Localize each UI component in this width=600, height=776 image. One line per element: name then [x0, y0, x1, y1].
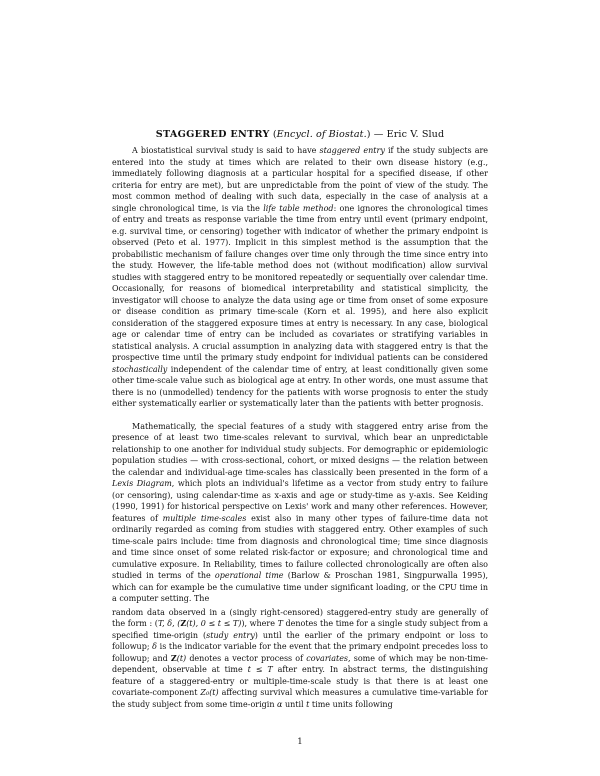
paragraph-2 [112, 421, 488, 605]
title-heading: STAGGERED ENTRY [155, 129, 270, 140]
p3-math-3: δ [152, 642, 157, 651]
p2-text-2: , which plots an individual's lifetime as a vector from study entry to failure (or censoring), using calendar-time as x-axis and age or study-time as y-axis. See Keiding (1990, 1991) for historical perspective on Lexis' work and many other references. However, features of [112, 479, 488, 523]
p3-text-9: affecting survival which measures a cumulative time-variable for the study subject from some time-origin [112, 688, 488, 709]
p1-emphasis-3: stochastically [112, 364, 168, 374]
p3-text-4: ) until the earlier of the primary endpoint or loss to followup; [112, 630, 488, 651]
p3-math-4-bold: Z [170, 652, 177, 663]
title-close-paren: ) [366, 129, 371, 140]
p3-math-7: α [277, 699, 283, 709]
p1-emphasis-2: life table method [263, 203, 334, 213]
p3-text-8: after entry. In abstract terms, the distinguishing feature of a staggered-entry or multiple-time-scale study is that there is at least one covariate-component [112, 665, 488, 697]
p3-text-5: is the indicator variable for the event that the primary endpoint precedes loss to followup; and [112, 642, 489, 663]
p3-math-5: t ≤ T [247, 665, 273, 674]
paragraph-1 [112, 145, 488, 410]
title-source: Encycl. of Biostat. [276, 129, 367, 140]
p3-math-1-bold: Z [180, 618, 187, 628]
p2-text-1: Mathematically, the special features of a study with staggered entry arise from the presence of at least two time-scales relevant to survival, which bear an unpredictable relationship to one another for individual study subjects. For demographic or epidemiologic population studies — with cross-sectional, cohort, or mixed designs — the relation between the calendar and individual-age time-scales has classically been presented in the form of a [112, 421, 488, 477]
p3-text-10: until [282, 699, 307, 709]
p3-math-4-rest: (t) [176, 653, 187, 663]
p3-math-6: Z₀(t) [200, 688, 219, 697]
p1-text-3: : one ignores the chronological times of entry and treats as response variable the time from entry until event (primary endpoint, e.g. survival time, or censoring) together with indicator of whether the primary endpoint is observed (Peto et al. 1977). Implicit in this simplest method is the assumption that the probabilistic mechanism of failure changes over time only through the time since entry into the study. However, the life-table method does not (without modification) allow survival studies with staggered entry to be monitored repeatedly or sequentially over calendar time. Occasionally, for reasons of biomedical interpretability and statistical simplicity, the investigator will choose to analyze the data using age or time from onset of some exposure or disease condition as primary time-scale (Korn et al. 1995), and here also explicit consideration of the staggered exposure times at entry is necessary. In any case, biological age or calendar time of entry can be included as covariates or stratifying variables in statistical analysis. A crucial assumption in analyzing data with staggered entry is that the prospective time until the primary study endpoint for individual patients can be considered [112, 203, 489, 362]
p1-text-4: independent of the calendar time of entry, at least conditionally given some other time-scale value such as biological age at entry. In other words, one must assume that there is no (unmodelled) tendency for the patients with worse prognosis to enter the study either systematically earlier or systematically later than the patients with better prognosis. [112, 364, 488, 408]
article-title [0, 129, 600, 141]
p1-text-1: A biostatistical survival study is said to have [132, 146, 320, 155]
p3-text-11: time units following [309, 699, 393, 709]
article-body [112, 145, 488, 710]
p3-text-7: , some of which may be non-time-dependent, observable at time [112, 653, 488, 674]
p1-emphasis-1: staggered entry [319, 146, 385, 155]
p3-math-8: t [306, 699, 310, 709]
p3-emphasis-2: covariates [306, 653, 349, 663]
p3-text-6: denotes a vector process of [186, 653, 307, 663]
p2-emphasis-1: Lexis Diagram [112, 479, 172, 488]
paragraph-3 [112, 607, 488, 711]
p3-math-1-rest: (t), 0 ≤ t ≤ T) [186, 619, 242, 628]
p2-text-3: exist also in many other types of failure-time data not ordinarily regarded as coming from studies with staggered entry. Other examples of such time-scale pairs include: time from diagnosis and chronological time; time since diagnosis and time since onset of some related risk-factor or exposure; and chronological time and cumulative exposure. In Reliability, times to failure collected chronologically are often also studied in terms of the [112, 513, 489, 580]
p3-text-1: random data observed in a (singly right-censored) staggered-entry study are generally of the form : ( [112, 607, 488, 628]
p3-text-3: denotes the time for a single study subject from a specified time-origin ( [112, 619, 489, 640]
title-open-paren: ( [272, 129, 277, 140]
p3-math-1: T, δ, ( [157, 619, 181, 628]
p3-text-2: ), where [241, 619, 278, 628]
p3-emphasis-1: study entry [206, 630, 255, 640]
p2-emphasis-2: multiple time-scales [162, 513, 247, 523]
p3-math-2: T [277, 619, 283, 628]
page-number: 1 [297, 737, 303, 747]
p2-text-4: (Barlow & Proschan 1981, Singpurwalla 1995), which can for example be the cumulative time under significant loading, or the CPU time in a computer setting. The [112, 571, 489, 603]
title-separator: — [370, 129, 387, 140]
p1-text-2: if the study subjects are entered into the study at times which are related to their own disease history (e.g., immediately following diagnosis at a particular hospital for a specified disease, if other criteria for entry are met), but are unpredictable from the point of view of the study. The most common method of dealing with such data, especially in the case of analysis at a single chronological time, is via the [112, 146, 489, 213]
title-author: Eric V. Slud [386, 129, 445, 140]
p2-emphasis-3: operational time [214, 571, 284, 580]
